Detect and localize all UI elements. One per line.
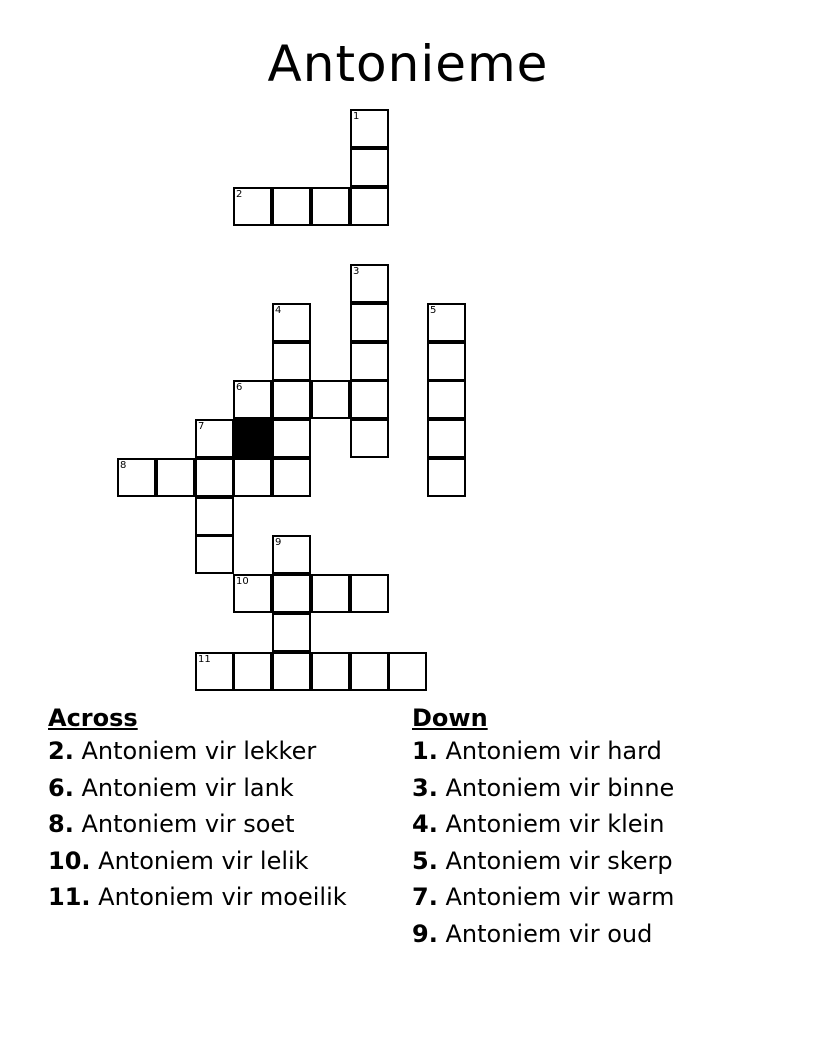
grid-cell[interactable] <box>427 380 466 419</box>
grid-cell[interactable] <box>272 652 311 691</box>
clue-number: 8. <box>48 810 74 838</box>
grid-cell[interactable] <box>272 303 311 342</box>
grid-cell[interactable] <box>272 613 311 652</box>
grid-cell[interactable] <box>311 380 350 419</box>
grid-cell[interactable] <box>233 574 272 613</box>
across-clue-11 <box>48 879 347 916</box>
clue-text: Antoniem vir hard <box>445 737 662 765</box>
down-clue-9 <box>412 916 674 953</box>
down-clue-7 <box>412 879 674 916</box>
grid-cell[interactable] <box>350 187 389 226</box>
grid-cell[interactable] <box>311 574 350 613</box>
grid-cell[interactable] <box>350 652 389 691</box>
grid-cell[interactable] <box>272 342 311 381</box>
grid-cell[interactable] <box>117 458 156 497</box>
clue-number: 6. <box>48 773 74 802</box>
clue-text: Antoniem vir lelik <box>98 846 309 875</box>
across-clue-10 <box>48 843 347 880</box>
clue-number: 9. <box>412 919 438 948</box>
grid-cell[interactable] <box>427 303 466 342</box>
grid-cell[interactable] <box>156 458 195 497</box>
across-clues <box>48 703 347 916</box>
grid-cell[interactable] <box>427 458 466 497</box>
clue-number: 1. <box>412 737 438 765</box>
page-title: Antonieme <box>267 35 549 93</box>
grid-cell[interactable] <box>272 535 311 574</box>
cell-number: 1 <box>353 111 360 122</box>
down-clue-4 <box>412 806 674 843</box>
grid-cell[interactable] <box>350 148 389 187</box>
grid-cell[interactable] <box>195 419 234 458</box>
cell-number: 6 <box>236 382 243 393</box>
grid-cell[interactable] <box>350 380 389 419</box>
grid-cell[interactable] <box>272 458 311 497</box>
clue-text: Antoniem vir soet <box>81 810 295 838</box>
cell-number: 10 <box>236 576 249 587</box>
grid-cell[interactable] <box>195 652 234 691</box>
cell-number: 3 <box>353 266 360 277</box>
across-clue-2 <box>48 733 347 770</box>
grid-cell[interactable] <box>272 187 311 226</box>
down-clues <box>412 703 674 952</box>
down-clue-5 <box>412 843 674 880</box>
grid-cell[interactable] <box>233 652 272 691</box>
grid-cell[interactable] <box>427 342 466 381</box>
grid-cell[interactable] <box>272 574 311 613</box>
grid-cell[interactable] <box>311 652 350 691</box>
grid-cell[interactable] <box>350 574 389 613</box>
grid-cell[interactable] <box>388 652 427 691</box>
down-clue-1 <box>412 733 674 770</box>
clue-number: 7. <box>412 883 438 911</box>
cell-number: 2 <box>236 189 243 200</box>
grid-cell[interactable] <box>311 187 350 226</box>
across-clue-8 <box>48 806 347 843</box>
grid-cell[interactable] <box>195 497 234 536</box>
cell-number: 9 <box>275 537 282 548</box>
down-clue-3 <box>412 770 674 807</box>
grid-cell[interactable] <box>233 380 272 419</box>
clue-number: 3. <box>412 773 438 802</box>
cell-number: 8 <box>120 460 127 471</box>
grid-cell[interactable] <box>350 342 389 381</box>
clue-text: Antoniem vir moeilik <box>98 883 347 911</box>
grid-cell[interactable] <box>233 458 272 497</box>
clue-text: Antoniem vir oud <box>445 919 653 948</box>
cell-number: 4 <box>275 305 282 316</box>
cell-number: 11 <box>198 654 211 665</box>
grid-cell[interactable] <box>350 264 389 303</box>
grid-cell[interactable] <box>350 303 389 342</box>
grid-cell[interactable] <box>233 187 272 226</box>
grid-cell[interactable] <box>427 419 466 458</box>
grid-cell[interactable] <box>350 109 389 148</box>
clue-text: Antoniem vir lekker <box>81 737 317 765</box>
clue-text: Antoniem vir skerp <box>445 846 673 875</box>
grid-cell[interactable] <box>272 419 311 458</box>
clue-number: 4. <box>412 810 438 838</box>
grid-cell[interactable] <box>195 458 234 497</box>
cell-number: 5 <box>430 305 437 316</box>
clue-number: 2. <box>48 737 74 765</box>
grid-cell[interactable] <box>195 535 234 574</box>
grid-cell[interactable] <box>350 419 389 458</box>
clue-number: 5. <box>412 846 438 875</box>
clue-number: 10. <box>48 846 91 875</box>
clue-text: Antoniem vir binne <box>445 773 675 802</box>
clue-text: Antoniem vir klein <box>445 810 665 838</box>
grid-cell[interactable] <box>272 380 311 419</box>
clue-number: 11. <box>48 883 91 911</box>
across-heading: Across <box>48 704 138 732</box>
across-clue-6 <box>48 770 347 807</box>
clue-text: Antoniem vir warm <box>445 883 675 911</box>
blocked-cell <box>233 419 272 458</box>
cell-number: 7 <box>198 421 205 432</box>
clue-text: Antoniem vir lank <box>81 773 294 802</box>
down-heading: Down <box>412 704 488 732</box>
